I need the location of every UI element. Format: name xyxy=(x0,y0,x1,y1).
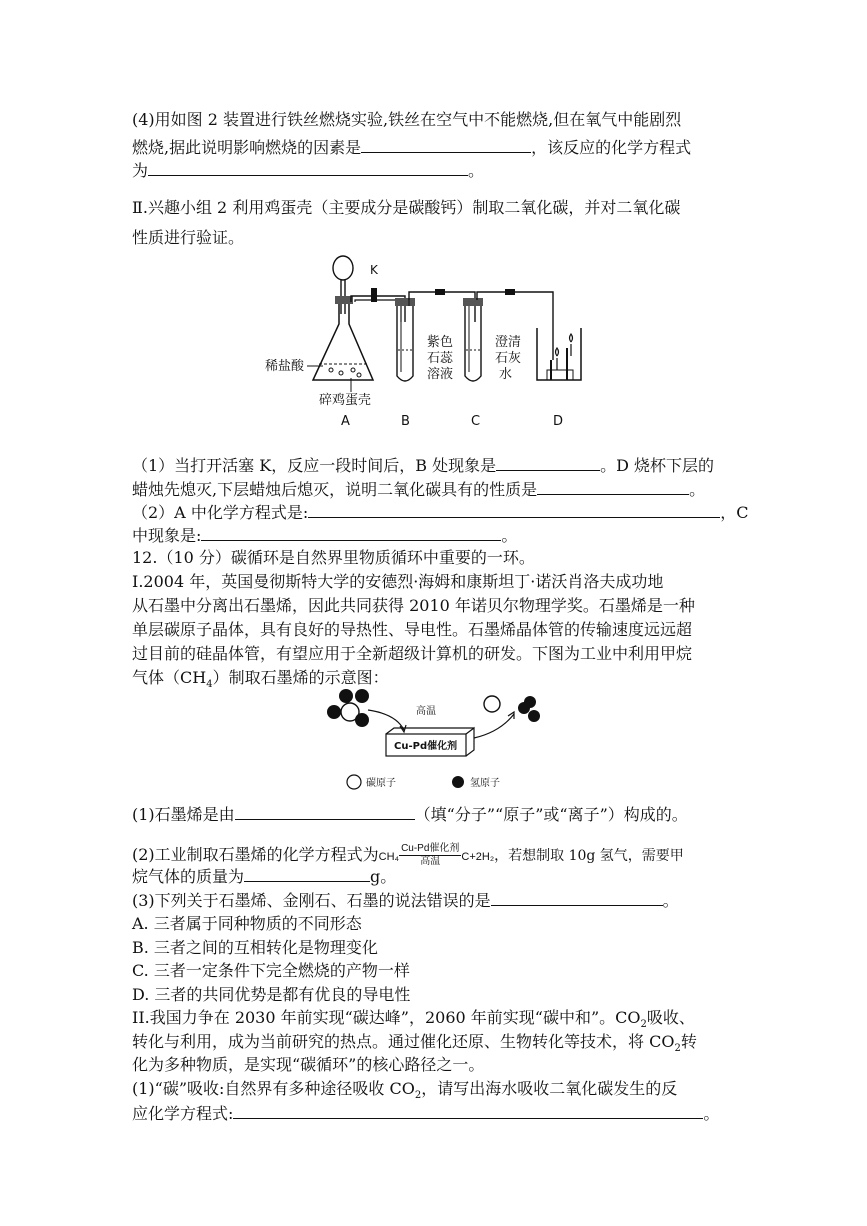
litmus-label-1: 紫色 xyxy=(427,335,454,350)
q12-text-5-sub: 4 xyxy=(206,679,213,691)
litmus-label-2: 石蕊 xyxy=(427,351,454,366)
equation-catalyst: Cu-Pd催化剂 xyxy=(401,843,460,854)
part2b-line-5 xyxy=(132,1103,719,1124)
subq2-text-d: 。 xyxy=(501,526,518,545)
part2b-text-4b: ，请写出海水吸收二氧化碳发生的反 xyxy=(421,1079,678,1098)
part2b-text-1a: II.我国力争在 2030 年前实现“碳达峰”，2060 年前实现“碳中和”。CO xyxy=(132,1008,641,1027)
part2-line-2 xyxy=(132,228,244,248)
part2b-text-1b: 吸收、 xyxy=(646,1008,695,1027)
part2b-line-3 xyxy=(132,1055,484,1075)
label-d: D xyxy=(553,414,564,429)
part2b-text-4-sub: 2 xyxy=(414,1090,422,1102)
option-b[interactable] xyxy=(132,938,378,958)
co2-apparatus-diagram xyxy=(255,252,600,432)
part2b-text-1-sub: 2 xyxy=(640,1019,647,1031)
q12-para-2 xyxy=(132,596,695,616)
subq2-line-1 xyxy=(132,502,748,523)
graphene-q2-text-c: 烷气体的质量为 xyxy=(132,867,245,886)
part2b-text-5b: 。 xyxy=(703,1104,720,1123)
limewater-label-1: 澄清 xyxy=(495,335,522,350)
q4-text-2a: 燃烧,据此说明影响燃烧的因素是 xyxy=(132,138,362,157)
q12-text-4: 过目前的硅晶体管，有望应用于全新超级计算机的研发。下图为工业中利用甲烷 xyxy=(132,644,693,663)
graphene-process-diagram xyxy=(320,686,560,798)
q12-text-2: 从石墨中分离出石墨烯，因此共同获得 2010 年诺贝尔物理学奖。石墨烯是一种 xyxy=(132,596,695,615)
q12-title xyxy=(132,548,535,568)
subq2-line-2 xyxy=(132,525,517,546)
q12-text-3: 单层碳原子晶体，具有良好的导热性、导电性。石墨烯晶体管的传输速度远远超 xyxy=(132,620,693,639)
eggshell-label: 碎鸡蛋壳 xyxy=(319,393,372,408)
answer-blank-b-phenomenon[interactable] xyxy=(496,455,600,471)
part2-text-2: 性质进行验证。 xyxy=(132,228,245,247)
graphene-q2-text-d: g。 xyxy=(370,867,397,886)
q4-text-2b: ，该反应的化学方程式 xyxy=(531,138,692,157)
subq1-line-1 xyxy=(132,455,714,476)
subq2-text-a: （2）A 中化学方程式是: xyxy=(132,503,309,522)
graphene-q1-text-a: (1)石墨烯是由 xyxy=(132,805,235,824)
label-a: A xyxy=(341,414,350,429)
graphene-q1 xyxy=(132,804,688,825)
graphene-q2-line-1 xyxy=(132,843,684,868)
label-b: B xyxy=(401,414,410,429)
q12-para-1 xyxy=(132,572,663,592)
answer-blank-iron-equation[interactable] xyxy=(148,160,468,176)
limewater-label-3: 水 xyxy=(499,367,513,382)
legend-hydrogen-label: 氢原子 xyxy=(470,778,500,789)
condition-high-temp: 高温 xyxy=(416,706,436,717)
part2b-text-5a: 应化学方程式: xyxy=(132,1104,234,1123)
answer-blank-wrong-statement[interactable] xyxy=(491,890,663,906)
q4-line-3 xyxy=(132,160,484,181)
part2b-text-2-sub: 2 xyxy=(674,1043,681,1055)
option-c[interactable] xyxy=(132,961,410,981)
graphene-q3 xyxy=(132,890,679,911)
subq2-text-c: 中现象是: xyxy=(132,526,202,545)
subq1-text-d: 。 xyxy=(689,480,706,499)
equation-temperature: 高温 xyxy=(420,856,441,867)
label-c: C xyxy=(471,414,481,429)
part2-text-1: Ⅱ.兴趣小组 2 利用鸡蛋壳（主要成分是碳酸钙）制取二氧化碳，并对二氧化碳 xyxy=(132,198,681,217)
limewater-label-2: 石灰 xyxy=(495,351,522,366)
option-d-text: D. 三者的共同优势是都有优良的导电性 xyxy=(132,985,411,1004)
q12-title-text: 12.（10 分）碳循环是自然界里物质循环中重要的一环。 xyxy=(132,548,535,567)
part2-line-1 xyxy=(132,198,680,218)
q4-line-1 xyxy=(132,110,681,130)
answer-blank-particle-type[interactable] xyxy=(235,804,415,820)
graphene-q1-text-b: （填“分子”“原子”或“离子”）构成的。 xyxy=(414,805,688,824)
answer-blank-co2-property[interactable] xyxy=(537,479,689,495)
graphene-q3-end: 。 xyxy=(662,891,679,910)
subq1-line-2 xyxy=(132,479,705,500)
subq1-text-b: 。D 烧杯下层的 xyxy=(600,456,714,475)
subq1-text-c: 蜡烛先熄灭,下层蜡烛后熄灭，说明二氧化碳具有的性质是 xyxy=(132,480,538,499)
q4-text-1: (4)用如图 2 装置进行铁丝燃烧实验,铁丝在空气中不能燃烧,但在氧气中能剧烈 xyxy=(132,110,682,129)
dilute-hcl-label: 稀盐酸 xyxy=(265,359,305,374)
q12-para-4 xyxy=(132,644,692,664)
equation-products: C+2H₂ xyxy=(461,851,495,863)
litmus-label-3: 溶液 xyxy=(427,367,454,382)
subq2-text-b: ，C xyxy=(720,503,749,522)
option-a-text: A. 三者属于同种物质的不同形态 xyxy=(132,914,362,933)
option-c-text: C. 三者一定条件下完全燃烧的产物一样 xyxy=(132,961,410,980)
subq1-text-a: （1）当打开活塞 K，反应一段时间后，B 处现象是 xyxy=(132,456,497,475)
option-b-text: B. 三者之间的互相转化是物理变化 xyxy=(132,938,378,957)
q12-text-1: I.2004 年，英国曼彻斯特大学的安德烈·海姆和康斯坦丁·诺沃肖洛夫成功地 xyxy=(132,572,664,591)
answer-blank-c-phenomenon[interactable] xyxy=(201,525,501,541)
option-d[interactable] xyxy=(132,985,410,1005)
equation-reactant: CH₄ xyxy=(378,851,400,863)
answer-blank-a-equation[interactable] xyxy=(308,502,720,518)
graphene-q2-text-b: ，若想制取 10g 氢气，需要甲 xyxy=(494,848,684,864)
answer-blank-methane-mass[interactable] xyxy=(244,866,370,882)
answer-blank-burning-factor[interactable] xyxy=(361,137,531,153)
graphene-q3-text: (3)下列关于石墨烯、金刚石、石墨的说法错误的是 xyxy=(132,891,491,910)
q4-line-2 xyxy=(132,137,691,158)
part2b-text-2a: 转化与利用，成为当前研究的热点。通过催化还原、生物转化等技术，将 CO xyxy=(132,1032,675,1051)
catalyst-label: Cu-Pd催化剂 xyxy=(394,741,458,752)
valve-k-label: K xyxy=(370,263,378,277)
legend-carbon-label: 碳原子 xyxy=(366,778,396,789)
part2b-text-3: 化为多种物质，是实现“碳循环”的核心路径之一。 xyxy=(132,1055,485,1074)
q12-para-3 xyxy=(132,620,692,640)
q12-text-5b: ）制取石墨烯的示意图： xyxy=(212,668,389,687)
part2b-text-2b: 转 xyxy=(680,1032,697,1051)
graphene-q2-line-2 xyxy=(132,866,396,887)
answer-blank-seawater-equation[interactable] xyxy=(233,1103,703,1119)
q4-text-3a: 为 xyxy=(132,161,149,180)
q12-text-5a: 气体（CH xyxy=(132,668,207,687)
option-a[interactable] xyxy=(132,914,362,934)
graphene-q2-text-a: (2)工业制取石墨烯的化学方程式为 xyxy=(132,845,379,864)
q4-text-3b: 。 xyxy=(468,161,485,180)
part2b-text-4a: (1)“碳”吸收:自然界有多种途径吸收 CO xyxy=(132,1079,415,1098)
equation-arrow-condition xyxy=(399,843,461,868)
